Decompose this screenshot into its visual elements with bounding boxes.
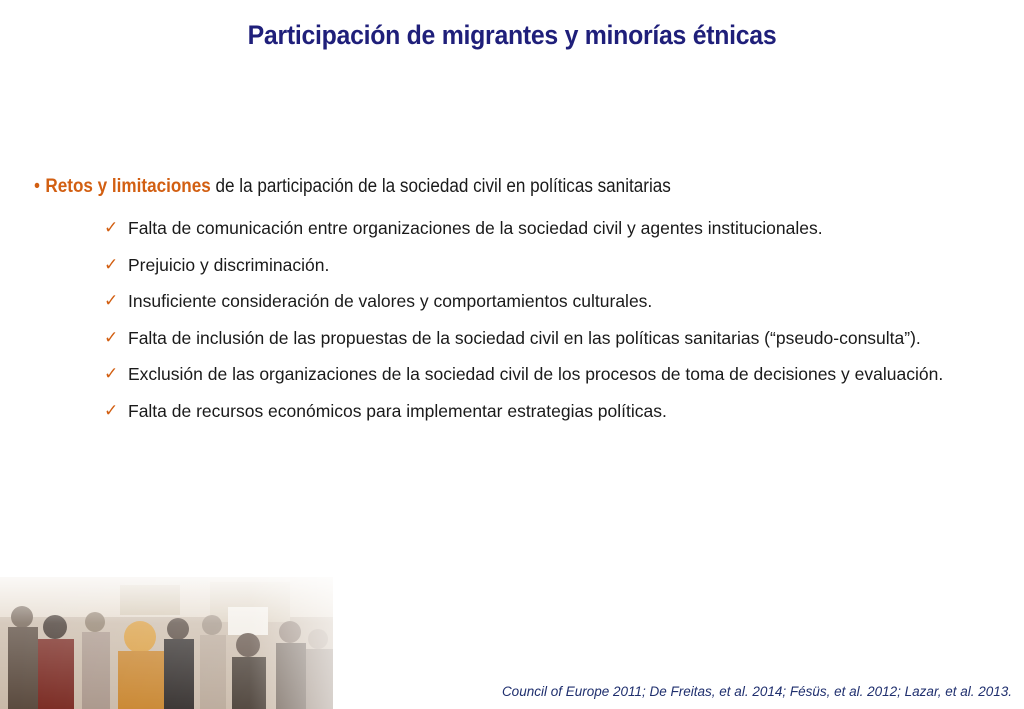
list-item-text: Insuficiente consideración de valores y comportamientos culturales. [128,291,653,311]
citation: Council of Europe 2011; De Freitas, et al. 2014; Fésüs, et al. 2012; Lazar, et al. 2013. [501,684,1012,699]
crowd-photo [0,577,333,709]
checkmark-icon: ✓ [104,291,119,311]
list-item [104,283,992,320]
list-item [104,393,992,430]
checkmark-icon: ✓ [104,254,119,275]
list-item-text: Falta de inclusión de las propuestas de la sociedad civil en las políticas sanitarias (“pseudo-consulta”). [128,327,921,348]
list-item [104,210,992,247]
list-item-text: Falta de recursos económicos para implementar estrategias políticas. [128,400,667,421]
crowd-illustration [0,577,333,709]
list-item [104,320,992,357]
list-item [104,356,992,393]
list-item-text: Prejuicio y discriminación. [128,254,330,275]
bullet-text: de la participación de la sociedad civil en políticas sanitarias [215,176,671,197]
checkmark-icon: ✓ [104,364,119,384]
bullet-highlight: Retos y limitaciones [45,176,211,197]
list-item-text: Falta de comunicación entre organizaciones de la sociedad civil y agentes institucionales. [128,218,823,238]
bullet-dot-icon: • [34,176,40,197]
slide-title: Participación de migrantes y minorías étnicas [247,20,777,50]
checklist [104,210,992,429]
list-item [104,247,992,284]
checkmark-icon: ✓ [104,400,119,421]
checkmark-icon: ✓ [104,327,119,348]
main-bullet [34,176,907,198]
list-item-text: Exclusión de las organizaciones de la sociedad civil de los procesos de toma de decisiones y evaluación. [128,364,944,384]
checkmark-icon: ✓ [104,218,119,238]
